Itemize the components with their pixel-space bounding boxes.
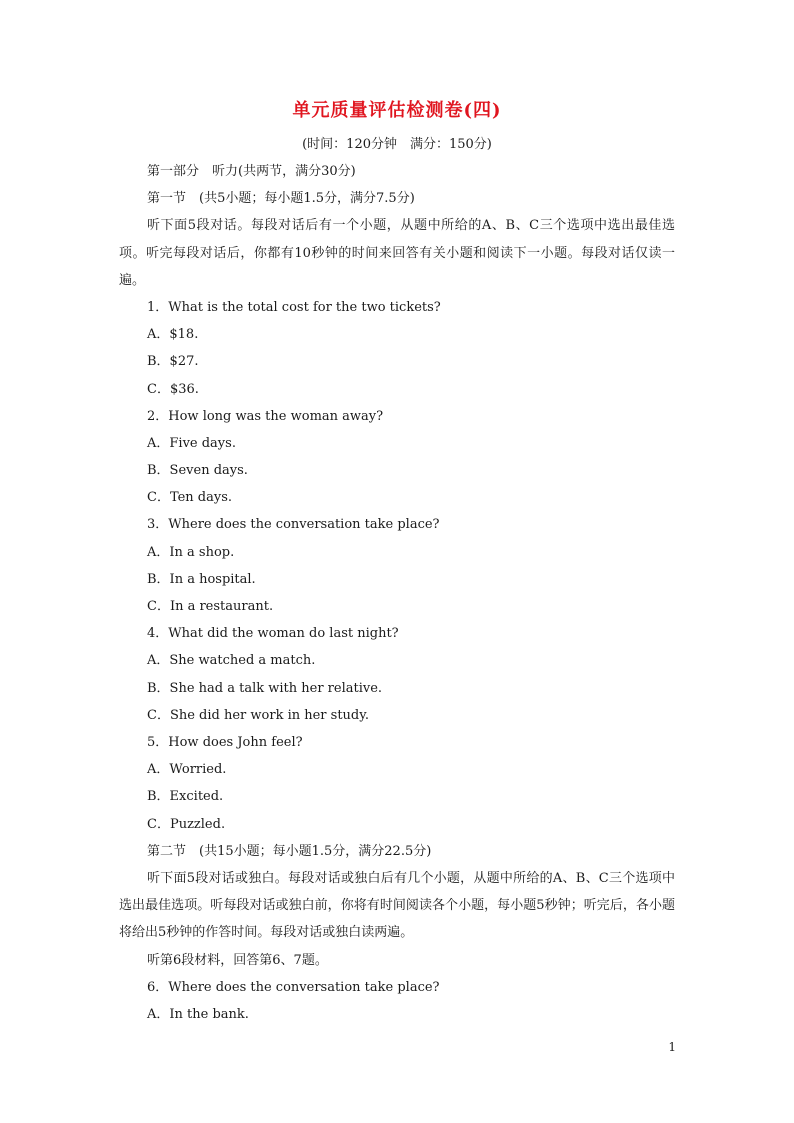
- option-c: C．She did her work in her study.: [147, 707, 369, 723]
- question-text: 4．What did the woman do last night?: [147, 626, 399, 642]
- option-b: B．In a hospital.: [147, 571, 256, 587]
- part-heading: 第一部分 听力(共两节，满分30分): [147, 164, 356, 179]
- option-b: B．$27.: [147, 354, 199, 370]
- section-heading: 第二节 (共15小题；每小题1.5分，满分22.5分): [147, 843, 432, 859]
- option-b: B．Excited.: [147, 789, 224, 805]
- option-c: C．$36.: [147, 381, 199, 397]
- question-block: [119, 403, 675, 512]
- option-c: C．Puzzled.: [147, 816, 226, 832]
- question-block: [119, 620, 675, 729]
- question-block: [119, 729, 675, 838]
- question-text: 3．Where does the conversation take place?: [147, 517, 440, 533]
- question-text: 5．How does John feel?: [147, 734, 303, 750]
- option-b: B．She had a talk with her relative.: [147, 680, 383, 696]
- instructions-paragraph: 听下面5段对话。每段对话后有一个小题，从题中所给的A、B、C三个选项中选出最佳选项。听完每段对话后，你都有10秒钟的时间来回答有关小题和阅读下一小题。每段对话仅读一遍。: [119, 218, 675, 288]
- question-block: [119, 294, 675, 403]
- option-c: C．In a restaurant.: [147, 599, 274, 615]
- exam-info: (时间：120分钟 满分：150分): [302, 137, 492, 152]
- option-a: A．Worried.: [147, 762, 227, 778]
- page-title: 单元质量评估检测卷(四): [292, 100, 502, 121]
- question-text: 2．How long was the woman away?: [147, 408, 384, 424]
- option-b: B．Seven days.: [147, 463, 248, 479]
- option-a: A．She watched a match.: [147, 653, 316, 669]
- question-text: 6．Where does the conversation take place?: [147, 979, 440, 995]
- material-instruction: 听第6段材料，回答第6、7题。: [147, 952, 328, 968]
- document-body: [119, 158, 675, 1028]
- question-text: 1．What is the total cost for the two tickets?: [147, 299, 441, 315]
- option-a: A．Five days.: [147, 435, 236, 451]
- option-a: A．$18.: [147, 327, 199, 343]
- option-c: C．Ten days.: [147, 490, 233, 506]
- option-a: A．In the bank.: [147, 1006, 249, 1022]
- question-block: [119, 511, 675, 620]
- page-number: 1: [668, 1040, 676, 1054]
- section-heading: 第一节 (共5小题；每小题1.5分，满分7.5分): [147, 191, 415, 207]
- instructions-paragraph: 听下面5段对话或独白。每段对话或独白后有几个小题，从题中所给的A、B、C三个选项中选出最佳选项。听每段对话或独白前，你将有时间阅读各个小题，每小题5秒钟；听完后，各小题将给出5秒钟的作答时间。每段对话或独白读两遍。: [119, 870, 675, 941]
- option-a: A．In a shop.: [147, 544, 235, 560]
